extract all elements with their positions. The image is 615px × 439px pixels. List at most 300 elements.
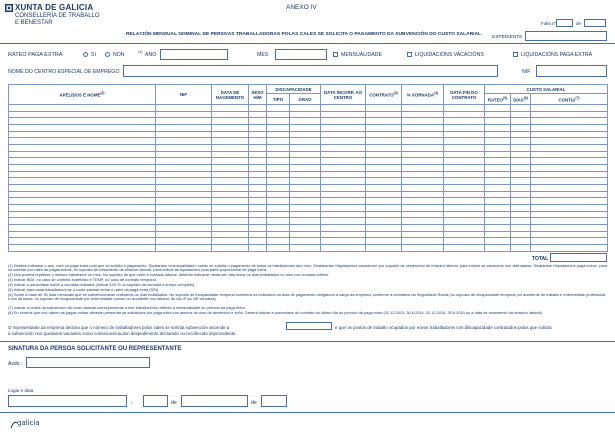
table-cell[interactable] [321, 151, 366, 158]
table-cell[interactable] [156, 138, 212, 145]
nif-field[interactable] [536, 65, 607, 77]
table-cell[interactable] [366, 125, 402, 132]
table-cell[interactable] [402, 198, 444, 205]
table-cell[interactable] [531, 111, 608, 118]
table-cell[interactable] [402, 238, 444, 245]
table-cell[interactable] [511, 151, 531, 158]
table-cell[interactable] [511, 185, 531, 192]
table-cell[interactable] [290, 171, 321, 178]
table-cell[interactable] [444, 105, 485, 112]
table-cell[interactable] [531, 178, 608, 185]
table-cell[interactable] [321, 171, 366, 178]
table-cell[interactable] [444, 111, 485, 118]
table-cell[interactable] [511, 171, 531, 178]
table-cell[interactable] [511, 205, 531, 212]
table-cell[interactable] [321, 105, 366, 112]
table-cell[interactable] [267, 238, 290, 245]
table-cell[interactable] [212, 225, 249, 232]
table-cell[interactable] [366, 111, 402, 118]
table-cell[interactable] [9, 198, 156, 205]
table-cell[interactable] [321, 191, 366, 198]
table-cell[interactable] [267, 151, 290, 158]
table-cell[interactable] [366, 231, 402, 238]
table-cell[interactable] [531, 191, 608, 198]
table-cell[interactable] [511, 191, 531, 198]
table-cell[interactable] [9, 231, 156, 238]
table-cell[interactable] [485, 111, 511, 118]
table-cell[interactable] [156, 145, 212, 152]
table-cell[interactable] [249, 245, 267, 252]
table-cell[interactable] [366, 211, 402, 218]
table-cell[interactable] [290, 111, 321, 118]
table-cell[interactable] [156, 118, 212, 125]
month-field[interactable] [181, 395, 248, 407]
table-cell[interactable] [249, 151, 267, 158]
table-cell[interactable] [249, 105, 267, 112]
table-cell[interactable] [267, 191, 290, 198]
table-cell[interactable] [290, 138, 321, 145]
table-cell[interactable] [321, 118, 366, 125]
table-cell[interactable] [485, 158, 511, 165]
table-cell[interactable] [249, 165, 267, 172]
table-cell[interactable] [267, 125, 290, 132]
table-cell[interactable] [444, 145, 485, 152]
table-cell[interactable] [444, 138, 485, 145]
table-cell[interactable] [321, 111, 366, 118]
table-cell[interactable] [290, 185, 321, 192]
table-cell[interactable] [485, 131, 511, 138]
table-cell[interactable] [212, 218, 249, 225]
table-cell[interactable] [402, 218, 444, 225]
table-cell[interactable] [267, 198, 290, 205]
table-cell[interactable] [212, 245, 249, 252]
liq-vacacions-checkbox[interactable] [407, 52, 412, 57]
table-cell[interactable] [366, 205, 402, 212]
table-cell[interactable] [485, 125, 511, 132]
table-cell[interactable] [485, 165, 511, 172]
table-cell[interactable] [290, 165, 321, 172]
table-cell[interactable] [531, 245, 608, 252]
table-cell[interactable] [212, 158, 249, 165]
table-cell[interactable] [402, 185, 444, 192]
table-cell[interactable] [156, 105, 212, 112]
table-cell[interactable] [366, 191, 402, 198]
table-cell[interactable] [402, 151, 444, 158]
table-cell[interactable] [321, 205, 366, 212]
table-cell[interactable] [444, 218, 485, 225]
folio-number-field[interactable] [556, 19, 573, 27]
table-cell[interactable] [290, 211, 321, 218]
table-cell[interactable] [290, 131, 321, 138]
table-cell[interactable] [402, 158, 444, 165]
asdo-field[interactable] [26, 357, 150, 368]
table-cell[interactable] [531, 151, 608, 158]
table-cell[interactable] [249, 191, 267, 198]
table-cell[interactable] [9, 185, 156, 192]
day-field[interactable] [143, 395, 168, 407]
table-cell[interactable] [511, 131, 531, 138]
table-cell[interactable] [531, 145, 608, 152]
table-cell[interactable] [9, 111, 156, 118]
table-cell[interactable] [9, 125, 156, 132]
table-cell[interactable] [485, 225, 511, 232]
table-cell[interactable] [212, 205, 249, 212]
table-cell[interactable] [9, 145, 156, 152]
expediente-field[interactable] [525, 31, 607, 41]
table-cell[interactable] [156, 211, 212, 218]
table-cell[interactable] [156, 198, 212, 205]
table-cell[interactable] [156, 191, 212, 198]
table-cell[interactable] [290, 105, 321, 112]
table-cell[interactable] [9, 225, 156, 232]
mes-field[interactable] [275, 49, 327, 60]
table-cell[interactable] [321, 125, 366, 132]
table-cell[interactable] [9, 211, 156, 218]
table-cell[interactable] [366, 218, 402, 225]
table-cell[interactable] [485, 185, 511, 192]
table-cell[interactable] [511, 198, 531, 205]
table-cell[interactable] [156, 205, 212, 212]
table-cell[interactable] [267, 225, 290, 232]
table-cell[interactable] [212, 171, 249, 178]
table-cell[interactable] [267, 158, 290, 165]
table-cell[interactable] [444, 211, 485, 218]
table-cell[interactable] [444, 158, 485, 165]
table-cell[interactable] [321, 185, 366, 192]
table-cell[interactable] [366, 105, 402, 112]
table-cell[interactable] [511, 165, 531, 172]
table-cell[interactable] [444, 225, 485, 232]
table-cell[interactable] [290, 205, 321, 212]
liq-paga-extra-checkbox[interactable] [513, 52, 518, 57]
rateo-si-radio[interactable] [83, 52, 88, 57]
table-cell[interactable] [249, 131, 267, 138]
table-cell[interactable] [366, 245, 402, 252]
table-cell[interactable] [267, 118, 290, 125]
table-cell[interactable] [531, 238, 608, 245]
table-cell[interactable] [249, 198, 267, 205]
table-cell[interactable] [290, 178, 321, 185]
declaration-count-field[interactable] [286, 322, 332, 330]
table-cell[interactable] [531, 165, 608, 172]
table-cell[interactable] [212, 131, 249, 138]
table-cell[interactable] [9, 205, 156, 212]
table-cell[interactable] [485, 145, 511, 152]
table-cell[interactable] [9, 178, 156, 185]
table-cell[interactable] [212, 231, 249, 238]
table-cell[interactable] [511, 145, 531, 152]
table-cell[interactable] [485, 151, 511, 158]
table-cell[interactable] [402, 118, 444, 125]
table-cell[interactable] [402, 231, 444, 238]
table-cell[interactable] [267, 231, 290, 238]
table-cell[interactable] [290, 231, 321, 238]
table-cell[interactable] [290, 118, 321, 125]
table-cell[interactable] [156, 125, 212, 132]
table-cell[interactable] [212, 238, 249, 245]
table-cell[interactable] [485, 178, 511, 185]
table-cell[interactable] [321, 158, 366, 165]
table-cell[interactable] [9, 171, 156, 178]
table-cell[interactable] [290, 225, 321, 232]
table-cell[interactable] [267, 111, 290, 118]
table-cell[interactable] [366, 238, 402, 245]
table-cell[interactable] [531, 105, 608, 112]
table-cell[interactable] [485, 211, 511, 218]
table-cell[interactable] [402, 171, 444, 178]
table-cell[interactable] [290, 245, 321, 252]
total-field[interactable] [550, 253, 607, 262]
table-cell[interactable] [366, 225, 402, 232]
table-cell[interactable] [156, 178, 212, 185]
table-cell[interactable] [267, 205, 290, 212]
table-cell[interactable] [321, 138, 366, 145]
table-cell[interactable] [212, 198, 249, 205]
table-cell[interactable] [9, 245, 156, 252]
table-cell[interactable] [485, 118, 511, 125]
table-cell[interactable] [511, 178, 531, 185]
table-cell[interactable] [212, 138, 249, 145]
table-cell[interactable] [402, 125, 444, 132]
table-cell[interactable] [290, 218, 321, 225]
table-cell[interactable] [9, 118, 156, 125]
table-cell[interactable] [485, 218, 511, 225]
table-cell[interactable] [290, 158, 321, 165]
table-cell[interactable] [9, 191, 156, 198]
table-cell[interactable] [444, 131, 485, 138]
table-cell[interactable] [511, 105, 531, 112]
table-cell[interactable] [321, 211, 366, 218]
table-cell[interactable] [156, 245, 212, 252]
table-cell[interactable] [402, 138, 444, 145]
table-cell[interactable] [485, 138, 511, 145]
table-cell[interactable] [321, 198, 366, 205]
table-cell[interactable] [156, 171, 212, 178]
table-cell[interactable] [321, 245, 366, 252]
table-cell[interactable] [531, 225, 608, 232]
table-cell[interactable] [531, 198, 608, 205]
table-cell[interactable] [156, 111, 212, 118]
table-cell[interactable] [249, 225, 267, 232]
table-cell[interactable] [267, 171, 290, 178]
table-cell[interactable] [444, 125, 485, 132]
table-cell[interactable] [156, 158, 212, 165]
table-cell[interactable] [485, 238, 511, 245]
table-cell[interactable] [249, 178, 267, 185]
table-cell[interactable] [366, 171, 402, 178]
table-cell[interactable] [531, 231, 608, 238]
lugar-field[interactable] [8, 395, 127, 407]
table-cell[interactable] [9, 151, 156, 158]
table-cell[interactable] [402, 211, 444, 218]
table-cell[interactable] [9, 238, 156, 245]
table-cell[interactable] [511, 211, 531, 218]
table-cell[interactable] [290, 198, 321, 205]
table-cell[interactable] [212, 111, 249, 118]
table-cell[interactable] [9, 138, 156, 145]
table-cell[interactable] [249, 171, 267, 178]
table-cell[interactable] [402, 131, 444, 138]
table-cell[interactable] [267, 218, 290, 225]
table-cell[interactable] [402, 165, 444, 172]
table-cell[interactable] [531, 138, 608, 145]
table-cell[interactable] [267, 145, 290, 152]
table-cell[interactable] [9, 131, 156, 138]
table-cell[interactable] [485, 191, 511, 198]
table-cell[interactable] [366, 158, 402, 165]
table-cell[interactable] [249, 125, 267, 132]
table-cell[interactable] [267, 211, 290, 218]
table-cell[interactable] [249, 231, 267, 238]
table-cell[interactable] [290, 145, 321, 152]
table-cell[interactable] [511, 238, 531, 245]
table-cell[interactable] [444, 118, 485, 125]
table-cell[interactable] [444, 178, 485, 185]
table-cell[interactable] [267, 138, 290, 145]
table-cell[interactable] [511, 245, 531, 252]
table-cell[interactable] [321, 145, 366, 152]
table-cell[interactable] [9, 165, 156, 172]
table-cell[interactable] [444, 238, 485, 245]
table-cell[interactable] [212, 185, 249, 192]
table-cell[interactable] [366, 151, 402, 158]
table-cell[interactable] [531, 118, 608, 125]
table-cell[interactable] [444, 231, 485, 238]
centro-name-field[interactable] [123, 65, 498, 77]
table-cell[interactable] [531, 125, 608, 132]
table-cell[interactable] [402, 225, 444, 232]
table-cell[interactable] [444, 245, 485, 252]
table-cell[interactable] [267, 178, 290, 185]
table-cell[interactable] [267, 185, 290, 192]
table-cell[interactable] [321, 231, 366, 238]
table-cell[interactable] [156, 225, 212, 232]
table-cell[interactable] [156, 165, 212, 172]
year-field[interactable] [261, 395, 287, 407]
table-cell[interactable] [511, 231, 531, 238]
table-cell[interactable] [212, 118, 249, 125]
table-cell[interactable] [156, 238, 212, 245]
table-cell[interactable] [321, 165, 366, 172]
table-cell[interactable] [485, 231, 511, 238]
table-cell[interactable] [212, 165, 249, 172]
table-cell[interactable] [402, 191, 444, 198]
table-cell[interactable] [511, 125, 531, 132]
table-cell[interactable] [402, 245, 444, 252]
table-cell[interactable] [321, 178, 366, 185]
table-cell[interactable] [366, 198, 402, 205]
table-cell[interactable] [402, 178, 444, 185]
table-cell[interactable] [485, 245, 511, 252]
table-cell[interactable] [511, 218, 531, 225]
table-cell[interactable] [511, 225, 531, 232]
table-cell[interactable] [531, 171, 608, 178]
table-cell[interactable] [290, 125, 321, 132]
table-cell[interactable] [267, 245, 290, 252]
table-cell[interactable] [444, 185, 485, 192]
table-cell[interactable] [212, 105, 249, 112]
table-cell[interactable] [267, 165, 290, 172]
table-cell[interactable] [290, 238, 321, 245]
table-cell[interactable] [402, 145, 444, 152]
table-cell[interactable] [156, 218, 212, 225]
table-cell[interactable] [156, 185, 212, 192]
table-cell[interactable] [249, 158, 267, 165]
table-cell[interactable] [249, 138, 267, 145]
table-cell[interactable] [444, 198, 485, 205]
table-cell[interactable] [402, 111, 444, 118]
table-cell[interactable] [485, 105, 511, 112]
table-cell[interactable] [444, 151, 485, 158]
table-cell[interactable] [402, 205, 444, 212]
table-cell[interactable] [249, 218, 267, 225]
table-cell[interactable] [249, 238, 267, 245]
table-cell[interactable] [531, 211, 608, 218]
table-cell[interactable] [249, 185, 267, 192]
table-cell[interactable] [485, 205, 511, 212]
table-cell[interactable] [485, 198, 511, 205]
table-cell[interactable] [531, 218, 608, 225]
table-cell[interactable] [444, 171, 485, 178]
table-cell[interactable] [212, 125, 249, 132]
table-cell[interactable] [9, 218, 156, 225]
table-cell[interactable] [212, 151, 249, 158]
table-cell[interactable] [511, 118, 531, 125]
table-cell[interactable] [212, 191, 249, 198]
table-cell[interactable] [531, 185, 608, 192]
table-cell[interactable] [9, 105, 156, 112]
folio-total-field[interactable] [584, 19, 606, 27]
table-cell[interactable] [366, 145, 402, 152]
table-cell[interactable] [249, 211, 267, 218]
table-cell[interactable] [249, 145, 267, 152]
table-cell[interactable] [366, 165, 402, 172]
table-cell[interactable] [156, 131, 212, 138]
table-cell[interactable] [531, 205, 608, 212]
table-cell[interactable] [511, 138, 531, 145]
table-cell[interactable] [156, 231, 212, 238]
table-cell[interactable] [531, 131, 608, 138]
table-cell[interactable] [321, 238, 366, 245]
table-cell[interactable] [444, 165, 485, 172]
table-cell[interactable] [249, 111, 267, 118]
table-cell[interactable] [402, 105, 444, 112]
mensualidade-checkbox[interactable] [333, 52, 338, 57]
rateo-non-radio[interactable] [105, 52, 110, 57]
table-cell[interactable] [267, 131, 290, 138]
table-cell[interactable] [444, 205, 485, 212]
table-cell[interactable] [366, 138, 402, 145]
table-cell[interactable] [267, 105, 290, 112]
table-cell[interactable] [212, 145, 249, 152]
table-cell[interactable] [290, 191, 321, 198]
table-cell[interactable] [249, 118, 267, 125]
table-cell[interactable] [156, 151, 212, 158]
table-cell[interactable] [290, 151, 321, 158]
table-cell[interactable] [366, 118, 402, 125]
table-cell[interactable] [444, 191, 485, 198]
ano-field[interactable] [160, 49, 228, 60]
table-cell[interactable] [212, 211, 249, 218]
table-cell[interactable] [9, 158, 156, 165]
table-cell[interactable] [321, 225, 366, 232]
table-cell[interactable] [511, 111, 531, 118]
table-cell[interactable] [531, 158, 608, 165]
table-cell[interactable] [485, 171, 511, 178]
table-cell[interactable] [249, 205, 267, 212]
table-cell[interactable] [511, 158, 531, 165]
table-cell[interactable] [321, 218, 366, 225]
